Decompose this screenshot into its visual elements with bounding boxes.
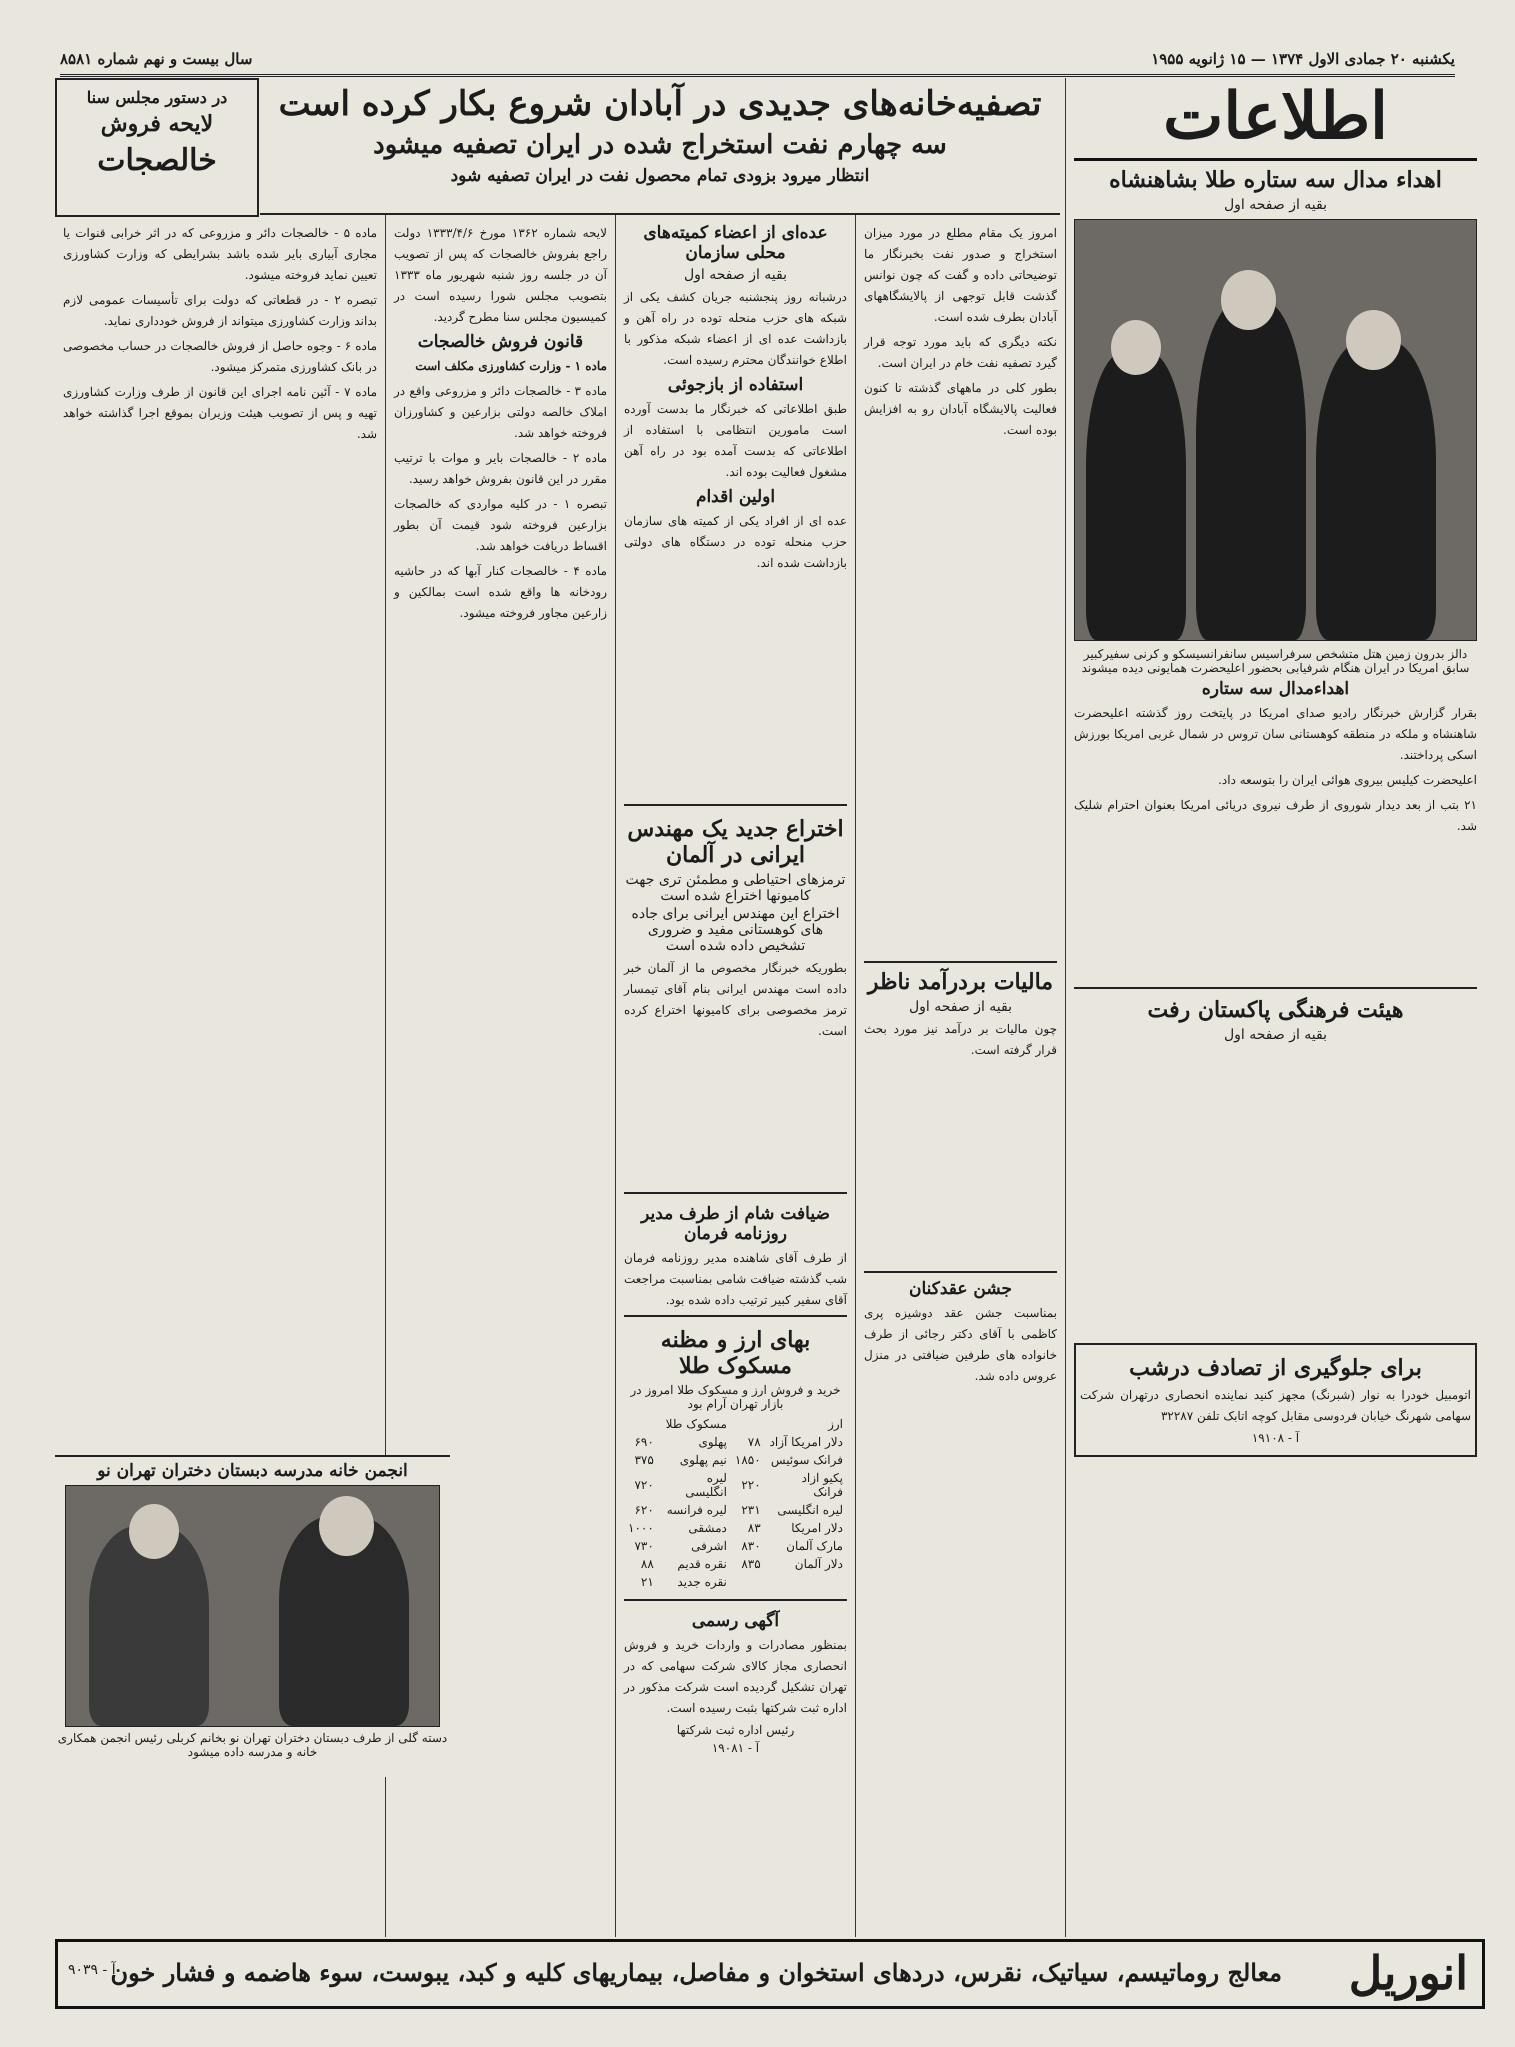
column-2 — [855, 215, 1065, 1937]
market-col-gold: مسکوک طلا — [665, 1417, 727, 1431]
law-para1: ماده ۳ - خالصجات دائر و مزروعی واقع در املاک خالصه دولتی بزارعین و کشاورزان فروخته خواهد شد. — [394, 384, 608, 440]
column-3 — [615, 215, 855, 1937]
law-article1: ماده ۱ - وزارت کشاورزی مکلف است — [415, 359, 607, 373]
medal-box-headline: اهداءمدال سه ستاره — [1201, 679, 1350, 700]
anoril-brand: انوریل — [1348, 1946, 1468, 2000]
dinner-text: از طرف آقای شاهنده مدیر روزنامه فرمان شب گذشته ضیافت شامی بمناسبت مراجعت آقای سفیر کبیر ترتیب داده شده بود. — [624, 1251, 847, 1307]
medal-para2: اعلیحضرت کیلیس بیروی هوائی ایران را بتوسعه داد. — [1218, 773, 1477, 788]
law-para5: ماده ۵ - خالصجات دائر و مزروعی که در اثر خرابی قنوات یا مجاری آبیاری بایر شده باشد بشرایطی که وزارت کشاورزی تعیین نماید فروخته میشود. — [63, 226, 377, 282]
table-row — [624, 1501, 847, 1519]
market-cell: لیره انگلیسی — [685, 1471, 727, 1499]
oil-para3: بطور کلی در ماههای گذشته تا کنون فعالیت پالایشگاه آبادان رو به افزایش بوده است. — [864, 381, 1057, 437]
committee-para3: عده ای از افراد یکی از کمیته های سازمان حزب منحله توده در دستگاه های دولتی بازداشت شده اند. — [624, 514, 847, 570]
school-photo — [65, 1485, 440, 1727]
reflector-code: آ - ۱۹۱۰۸ — [1251, 1431, 1300, 1446]
market-cell: لیره فرانسه — [666, 1503, 727, 1517]
oil-para2: نکته دیگری که باید مورد توجه قرار گیرد تصفیه نفت خام در ایران است. — [864, 335, 1057, 370]
wedding-text: بمناسبت جشن عقد دوشیزه پری کاظمی با آقای دکتر رجائی از طرف خانواده های طرفین ضیافتی در منزل عروس داده شد. — [864, 1306, 1057, 1383]
committee-para1: درشبانه روز پنجشنبه جریان کشف یکی از شبکه های حزب منحله توده در راه آهن و بازداشت عده ای از اعضاء شبکه مذکور با اطلاع خوانندگان محترم رسیده است. — [624, 290, 847, 367]
face-woman-left — [129, 1504, 179, 1559]
senate-line1: در دستور مجلس سنا — [86, 88, 228, 107]
reflector-text: اتومبیل خودرا به نوار (شبرنگ) مجهز کنید نماینده انحصاری درتهران شرکت سهامی شهرنگ خیابان فردوسی مقابل کوچه اتابک تلفن ۳۲۲۸۷ — [1080, 1388, 1471, 1424]
notice-text: بمنظور مصادرات و واردات خرید و فروش انحصاری مجاز کالای شرکت سهامی که در تهران تشکیل گردیده است شرکت مذکور در اداره ثبت شرکتها بثبت رسیده است. — [624, 1638, 847, 1715]
anoril-text: معالج روماتیسم، سیاتیک، نقرس، دردهای استخوان و مفاصل، بیماریهای کلیه و کبد، یبوست، سوء هاضمه و فشار خون — [110, 1958, 1282, 1987]
market-cell: ۳۷۵ — [634, 1453, 654, 1467]
market-cell: دلار امریکا آزاد — [769, 1435, 843, 1449]
market-cell: پهلوی — [698, 1435, 727, 1449]
market-cell: ۷۸ — [747, 1435, 761, 1449]
law-para3: تبصره ۱ - در کلیه مواردی که خالصجات بزارعین فروخته شود قیمت آن بطور اقساط دریافت خواهد شد. — [394, 497, 607, 553]
column-1 — [1065, 78, 1485, 1937]
market-intro: خرید و فروش ارز و مسکوک طلا امروز در بازار تهران آرام بود — [630, 1383, 841, 1411]
law-para4: ماده ۴ - خالصجات کنار آبها که در حاشیه رودخانه ها واقع شده است بمالکین و زارعین مجاور فروخته میشود. — [394, 564, 607, 620]
medal-photo-caption: دالز بدرون زمین هتل متشخص سرفراسیس سانفرانسیسکو و کرنی سفیرکبیر سابق امریکا در ایران هنگام شرفیابی بحضور اعلیحضرت همایونی دیده میشوند — [1081, 647, 1470, 676]
committee-cont: بقیه از صفحه اول — [683, 267, 788, 283]
law-para6: تبصره ۲ - در قطعاتی که دولت برای تأسیسات عمومی لازم بداند وزارت کشاورزی میتواند از فروش خودداری نماید. — [63, 293, 377, 328]
market-cell: مارک آلمان — [786, 1539, 843, 1553]
market-cell: ۲۳۱ — [741, 1503, 761, 1517]
market-cell: ۱۰۰۰ — [628, 1521, 654, 1535]
market-cell — [765, 1573, 847, 1591]
lead-subhead: سه چهارم نفت استخراج شده در ایران تصفیه میشود — [373, 130, 947, 160]
invention-para: بطوریکه خبرنگار مخصوص ما از آلمان خبر داده است مهندس ایرانی بنام آقای تیمسار ترمز مخصوصی برای کامیونها اختراع کرده است. — [624, 961, 847, 1038]
pakistan-headline: هیئت فرهنگی پاکستان رفت — [1074, 987, 1477, 1023]
market-col-currency: ارز — [828, 1417, 843, 1431]
committee-sub2: استفاده از بازجوئی — [667, 375, 804, 395]
law-intro: لایحه شماره ۱۳۶۲ مورخ ۱۳۳۳/۴/۶ دولت راجع بفروش خالصجات که پس از تصویب آن در جلسه روز شنبه شهریور ماه ۱۳۳۳ بتصویب مجلس شورا رسیده است در کمیسیون مجلس سنا مطرح گردید. — [394, 226, 607, 324]
law-headline: قانون فروش خالصجات — [417, 332, 584, 352]
oil-para1: امروز یک مقام مطلع در مورد میزان استخراج و صدور نفت بخبرنگار ما توضیحاتی داده و گفت که چون نوانس گذشت قابل توجهی از پالایشگاههای آبادان بطرف شده است. — [864, 226, 1057, 324]
anoril-ad — [55, 1939, 1485, 2009]
face-center — [1221, 270, 1276, 330]
table-row — [624, 1433, 847, 1451]
masthead: اطلاعات — [1074, 82, 1477, 161]
market-cell: ۲۲۰ — [741, 1478, 761, 1492]
table-row — [624, 1469, 847, 1501]
lead-headline: تصفیه‌خانه‌های جدیدی در آبادان شروع بکار کرده است — [278, 84, 1042, 124]
invention-article — [624, 804, 847, 1042]
date-line: یکشنبه ۲۰ جمادی الاول ۱۳۷۴ — ۱۵ ژانویه ۱۹۵۵ — [1151, 50, 1455, 68]
table-row — [624, 1451, 847, 1469]
committee-para2: طبق اطلاعاتی که خبرنگار ما بدست آورده است مامورین انتظامی با استفاده از اطلاعاتی که بدست آمده بود در راه آهن مشغول فعالیت بوده اند. — [624, 402, 847, 479]
reflector-ad — [1074, 1343, 1477, 1457]
table-row — [624, 1519, 847, 1537]
medal-para3: ۲۱ بتب از بعد دیدار شوروی از طرف نیروی دریائی امریکا بعنوان احترام شلیک شد. — [1074, 798, 1477, 834]
table-row — [624, 1537, 847, 1555]
reflector-headline: برای جلوگیری از تصادف درشب — [1129, 1355, 1422, 1382]
pakistan-cont: بقیه از صفحه اول — [1223, 1027, 1328, 1044]
market-cell: ۸۳۵ — [741, 1557, 761, 1571]
dinner-headline: ضیافت شام از طرف مدیر روزنامه فرمان — [641, 1204, 830, 1244]
figure-left — [1086, 350, 1186, 640]
invention-sub: ترمزهای احتیاطی و مطمئن تری جهت کامیونها اختراع شده است — [625, 872, 846, 904]
committee-sub1: اولین اقدام — [695, 487, 776, 507]
medal-para1: بقرار گزارش خبرنگار رادیو صدای امریکا در پایتخت روز گذشته اعلیحضرت شاهنشاه و ملکه در منطقه کوهستانی سان تروس در شمال غربی امریکا بورزش اسکی پرداختند. — [1074, 706, 1477, 763]
lead-deck: انتظار میرود بزودی تمام محصول نفت در ایران تصفیه شود — [450, 166, 870, 186]
market-cell: ۶۹۰ — [634, 1435, 654, 1449]
invention-headline: اختراع جدید یک مهندس ایرانی در آلمان — [627, 816, 844, 868]
market-cell: ۸۸ — [640, 1557, 654, 1571]
market-cell: نقره قدیم — [677, 1557, 727, 1571]
market-header-row — [624, 1415, 847, 1433]
face-woman-right — [319, 1496, 374, 1556]
market-headline: بهای ارز و مظنه مسکوک طلا — [660, 1327, 811, 1379]
tax-cont: بقیه از صفحه اول — [908, 999, 1013, 1015]
table-row — [624, 1555, 847, 1573]
senate-box — [55, 78, 259, 217]
market-cell: ۲۱ — [640, 1575, 654, 1589]
market-cell — [731, 1573, 765, 1591]
date-bar — [60, 50, 1455, 77]
senate-line3: خالصجات — [97, 143, 217, 178]
school-article — [55, 1455, 450, 1777]
market-cell: ۸۳ — [747, 1521, 761, 1535]
table-row — [624, 1573, 847, 1591]
notice-signature: رئیس اداره ثبت شرکتها — [676, 1723, 795, 1737]
market-cell: دلار آلمان — [794, 1557, 843, 1571]
market-cell: ۱۸۵۰ — [734, 1453, 761, 1467]
issue-line: سال بیست و نهم شماره ۸۵۸۱ — [60, 50, 253, 68]
market-cell: لیره انگلیسی — [777, 1503, 843, 1517]
figure-center — [1196, 300, 1306, 640]
market-cell: نیم پهلوی — [679, 1453, 727, 1467]
medal-photo — [1074, 219, 1477, 641]
wedding-headline: جشن عقدکنان — [864, 1271, 1057, 1299]
medal-headline: اهداء مدال سه ستاره طلا بشاهنشاه — [1109, 167, 1442, 194]
market-cell: پکیو ازاد فرانک — [801, 1471, 843, 1499]
notice-headline: آگهی رسمی — [691, 1611, 780, 1631]
market-cell: فرانک سوئیس — [770, 1453, 843, 1467]
law-para2: ماده ۲ - خالصجات بایر و موات با ترتیب مقرر در این قانون بفروش خواهد رسید. — [394, 451, 607, 486]
lead-banner — [260, 78, 1060, 215]
anoril-code: آ - ۹۰۳۹ — [68, 1962, 116, 1978]
dinner-article — [624, 1192, 847, 1311]
market-table — [624, 1415, 847, 1591]
market-cell: ۶۲۰ — [634, 1503, 654, 1517]
market-cell: نقره جدید — [677, 1575, 727, 1589]
market-cell: دمشقی — [688, 1521, 727, 1535]
notice-code: آ - ۱۹۰۸۱ — [711, 1741, 760, 1755]
law-para8: ماده ۷ - آئین نامه اجرای این قانون از طرف وزارت کشاورزی تهیه و پس از تصویب هیئت وزیران بموقع اجرا گذاشته خواهد شد. — [63, 385, 378, 441]
medal-cont: بقیه از صفحه اول — [1223, 197, 1328, 214]
school-caption: دسته گلی از طرف دبستان دختران تهران نو بخانم کربلی رئیس انجمن همکاری خانه و مدرسه داده میشود — [57, 1731, 448, 1759]
committee-headline: عده‌ای از اعضاء کمیته‌های محلی سازمان — [643, 223, 828, 263]
law-para7: ماده ۶ - وجوه حاصل از فروش خالصجات در حساب مخصوصی در بانک کشاورزی متمرکز میشود. — [63, 339, 377, 374]
school-headline: انجمن خانه مدرسه دبستان دختران تهران نو — [97, 1461, 408, 1481]
market-cell: ۸۳۰ — [741, 1539, 761, 1553]
market-cell: ۷۳۰ — [634, 1539, 654, 1553]
figure-right — [1316, 340, 1436, 640]
tax-para: چون مالیات بر درآمد نیز مورد بحث قرار گرفته است. — [864, 1022, 1057, 1057]
market-cell: ۷۲۰ — [634, 1478, 654, 1492]
face-right — [1346, 310, 1401, 370]
market-cell: دلار امریکا — [791, 1521, 843, 1535]
invention-deck: اختراع این مهندس ایرانی برای جاده های کوهستانی مفید و ضروری تشخیص داده شده است — [631, 906, 840, 954]
market-cell: اشرفی — [691, 1539, 727, 1553]
market-box — [624, 1315, 847, 1591]
senate-line2: لایحه فروش — [100, 111, 214, 137]
notice-box — [624, 1599, 847, 1755]
tax-headline: مالیات بردرآمد ناظر — [864, 961, 1057, 995]
